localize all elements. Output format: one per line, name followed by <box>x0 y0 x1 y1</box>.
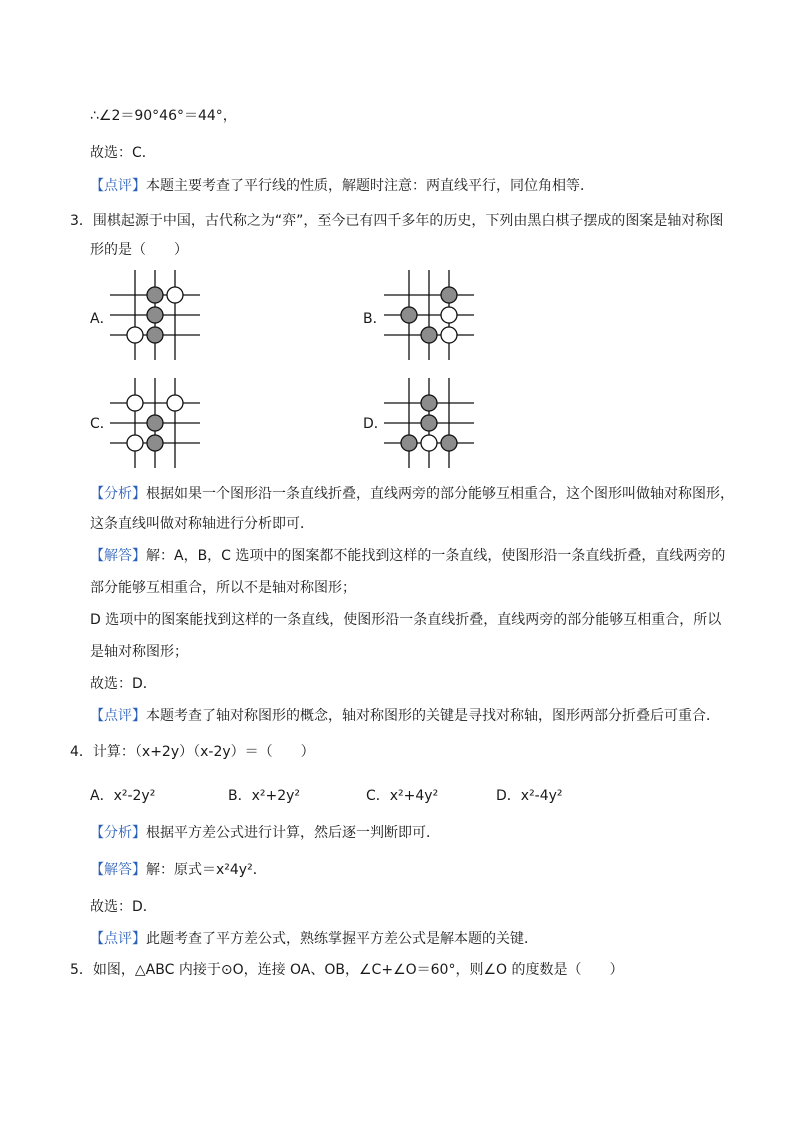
white-stone <box>421 435 437 451</box>
white-stone <box>127 435 143 451</box>
go-board-option-c <box>110 378 200 468</box>
analysis-text: 根据如果一个图形沿一条直线折叠，直线两旁的部分能够互相重合，这个图形叫做轴对称图形， <box>146 486 734 502</box>
white-stone <box>167 395 183 411</box>
q3-answer-line3: D 选项中的图案能找到这样的一条直线，使图形沿一条直线折叠，直线两旁的部分能够互相重合，所以 <box>90 612 722 628</box>
q3-answer-line4: 是轴对称图形； <box>90 644 188 660</box>
q3-answer-line1 <box>90 546 725 566</box>
black-stone <box>147 307 163 323</box>
comment-text: 本题考查了轴对称图形的概念，轴对称图形的关键是寻找对称轴，图形两部分折叠后可重合． <box>146 708 720 724</box>
white-stone <box>167 287 183 303</box>
analysis-text: 根据平方差公式进行计算，然后逐一判断即可． <box>146 825 440 841</box>
white-stone <box>441 327 457 343</box>
go-board-option-a <box>110 270 200 360</box>
q3-comment-line <box>90 706 720 726</box>
comment-tag: 【点评】 <box>90 931 146 947</box>
black-stone <box>421 415 437 431</box>
option-d-label: D． <box>363 416 388 432</box>
q4-analysis-line <box>90 823 440 843</box>
comment-line <box>90 176 594 196</box>
q3-choose-line: 故选：D． <box>90 676 157 692</box>
question-5-stem: 5．如图，△ABC 内接于⊙O，连接 OA、OB，∠C+∠O＝60°，则∠O 的度数是（ ） <box>70 962 624 978</box>
q4-option-d: D．x²-4y² <box>496 788 563 804</box>
comment-text: 此题考查了平方差公式，熟练掌握平方差公式是解本题的关键． <box>146 931 538 947</box>
black-stone <box>421 327 437 343</box>
solution-line: ∴∠2＝90°46°＝44°， <box>90 108 237 124</box>
question-3-stem-line2: 形的是（ ） <box>90 242 188 258</box>
comment-tag: 【点评】 <box>90 708 146 724</box>
black-stone <box>147 435 163 451</box>
analysis-tag: 【分析】 <box>90 486 146 502</box>
q4-comment-line <box>90 929 538 949</box>
comment-text: 本题主要考查了平行线的性质，解题时注意：两直线平行，同位角相等． <box>146 178 594 194</box>
choose-line: 故选：C． <box>90 145 156 161</box>
go-board-option-d <box>384 378 474 468</box>
question-3-stem-line1: 3．围棋起源于中国，古代称之为“弈”，至今已有四千多年的历史，下列由黑白棋子摆成的图案是轴对称图 <box>70 213 724 229</box>
q4-choose-line: 故选：D． <box>90 899 157 915</box>
white-stone <box>441 307 457 323</box>
black-stone <box>147 287 163 303</box>
q4-answer-line <box>90 860 267 880</box>
answer-text: 解：原式＝x²4y²． <box>146 862 267 878</box>
black-stone <box>147 327 163 343</box>
black-stone <box>421 395 437 411</box>
q3-analysis-line1 <box>90 484 734 504</box>
white-stone <box>127 395 143 411</box>
black-stone <box>147 415 163 431</box>
black-stone <box>441 287 457 303</box>
analysis-tag: 【分析】 <box>90 825 146 841</box>
option-c-label: C． <box>90 416 114 432</box>
go-board-option-b <box>384 270 474 360</box>
question-4-stem: 4．计算：（x+2y）（x-2y）＝（ ） <box>70 744 315 760</box>
black-stone <box>401 307 417 323</box>
option-b-label: B． <box>363 311 387 327</box>
black-stone <box>441 435 457 451</box>
q3-answer-line2: 部分能够互相重合，所以不是轴对称图形； <box>90 580 356 596</box>
q4-option-c: C．x²+4y² <box>366 788 439 804</box>
comment-tag: 【点评】 <box>90 178 146 194</box>
q3-analysis-line2: 这条直线叫做对称轴进行分析即可． <box>90 516 314 532</box>
answer-tag: 【解答】 <box>90 548 146 564</box>
answer-tag: 【解答】 <box>90 862 146 878</box>
q4-option-a: A．x²-2y² <box>90 788 156 804</box>
q4-option-b: B．x²+2y² <box>228 788 301 804</box>
option-a-label: A． <box>90 311 114 327</box>
white-stone <box>127 327 143 343</box>
answer-text: 解：A，B，C 选项中的图案都不能找到这样的一条直线，使图形沿一条直线折叠，直线两旁的 <box>146 548 726 564</box>
black-stone <box>401 435 417 451</box>
